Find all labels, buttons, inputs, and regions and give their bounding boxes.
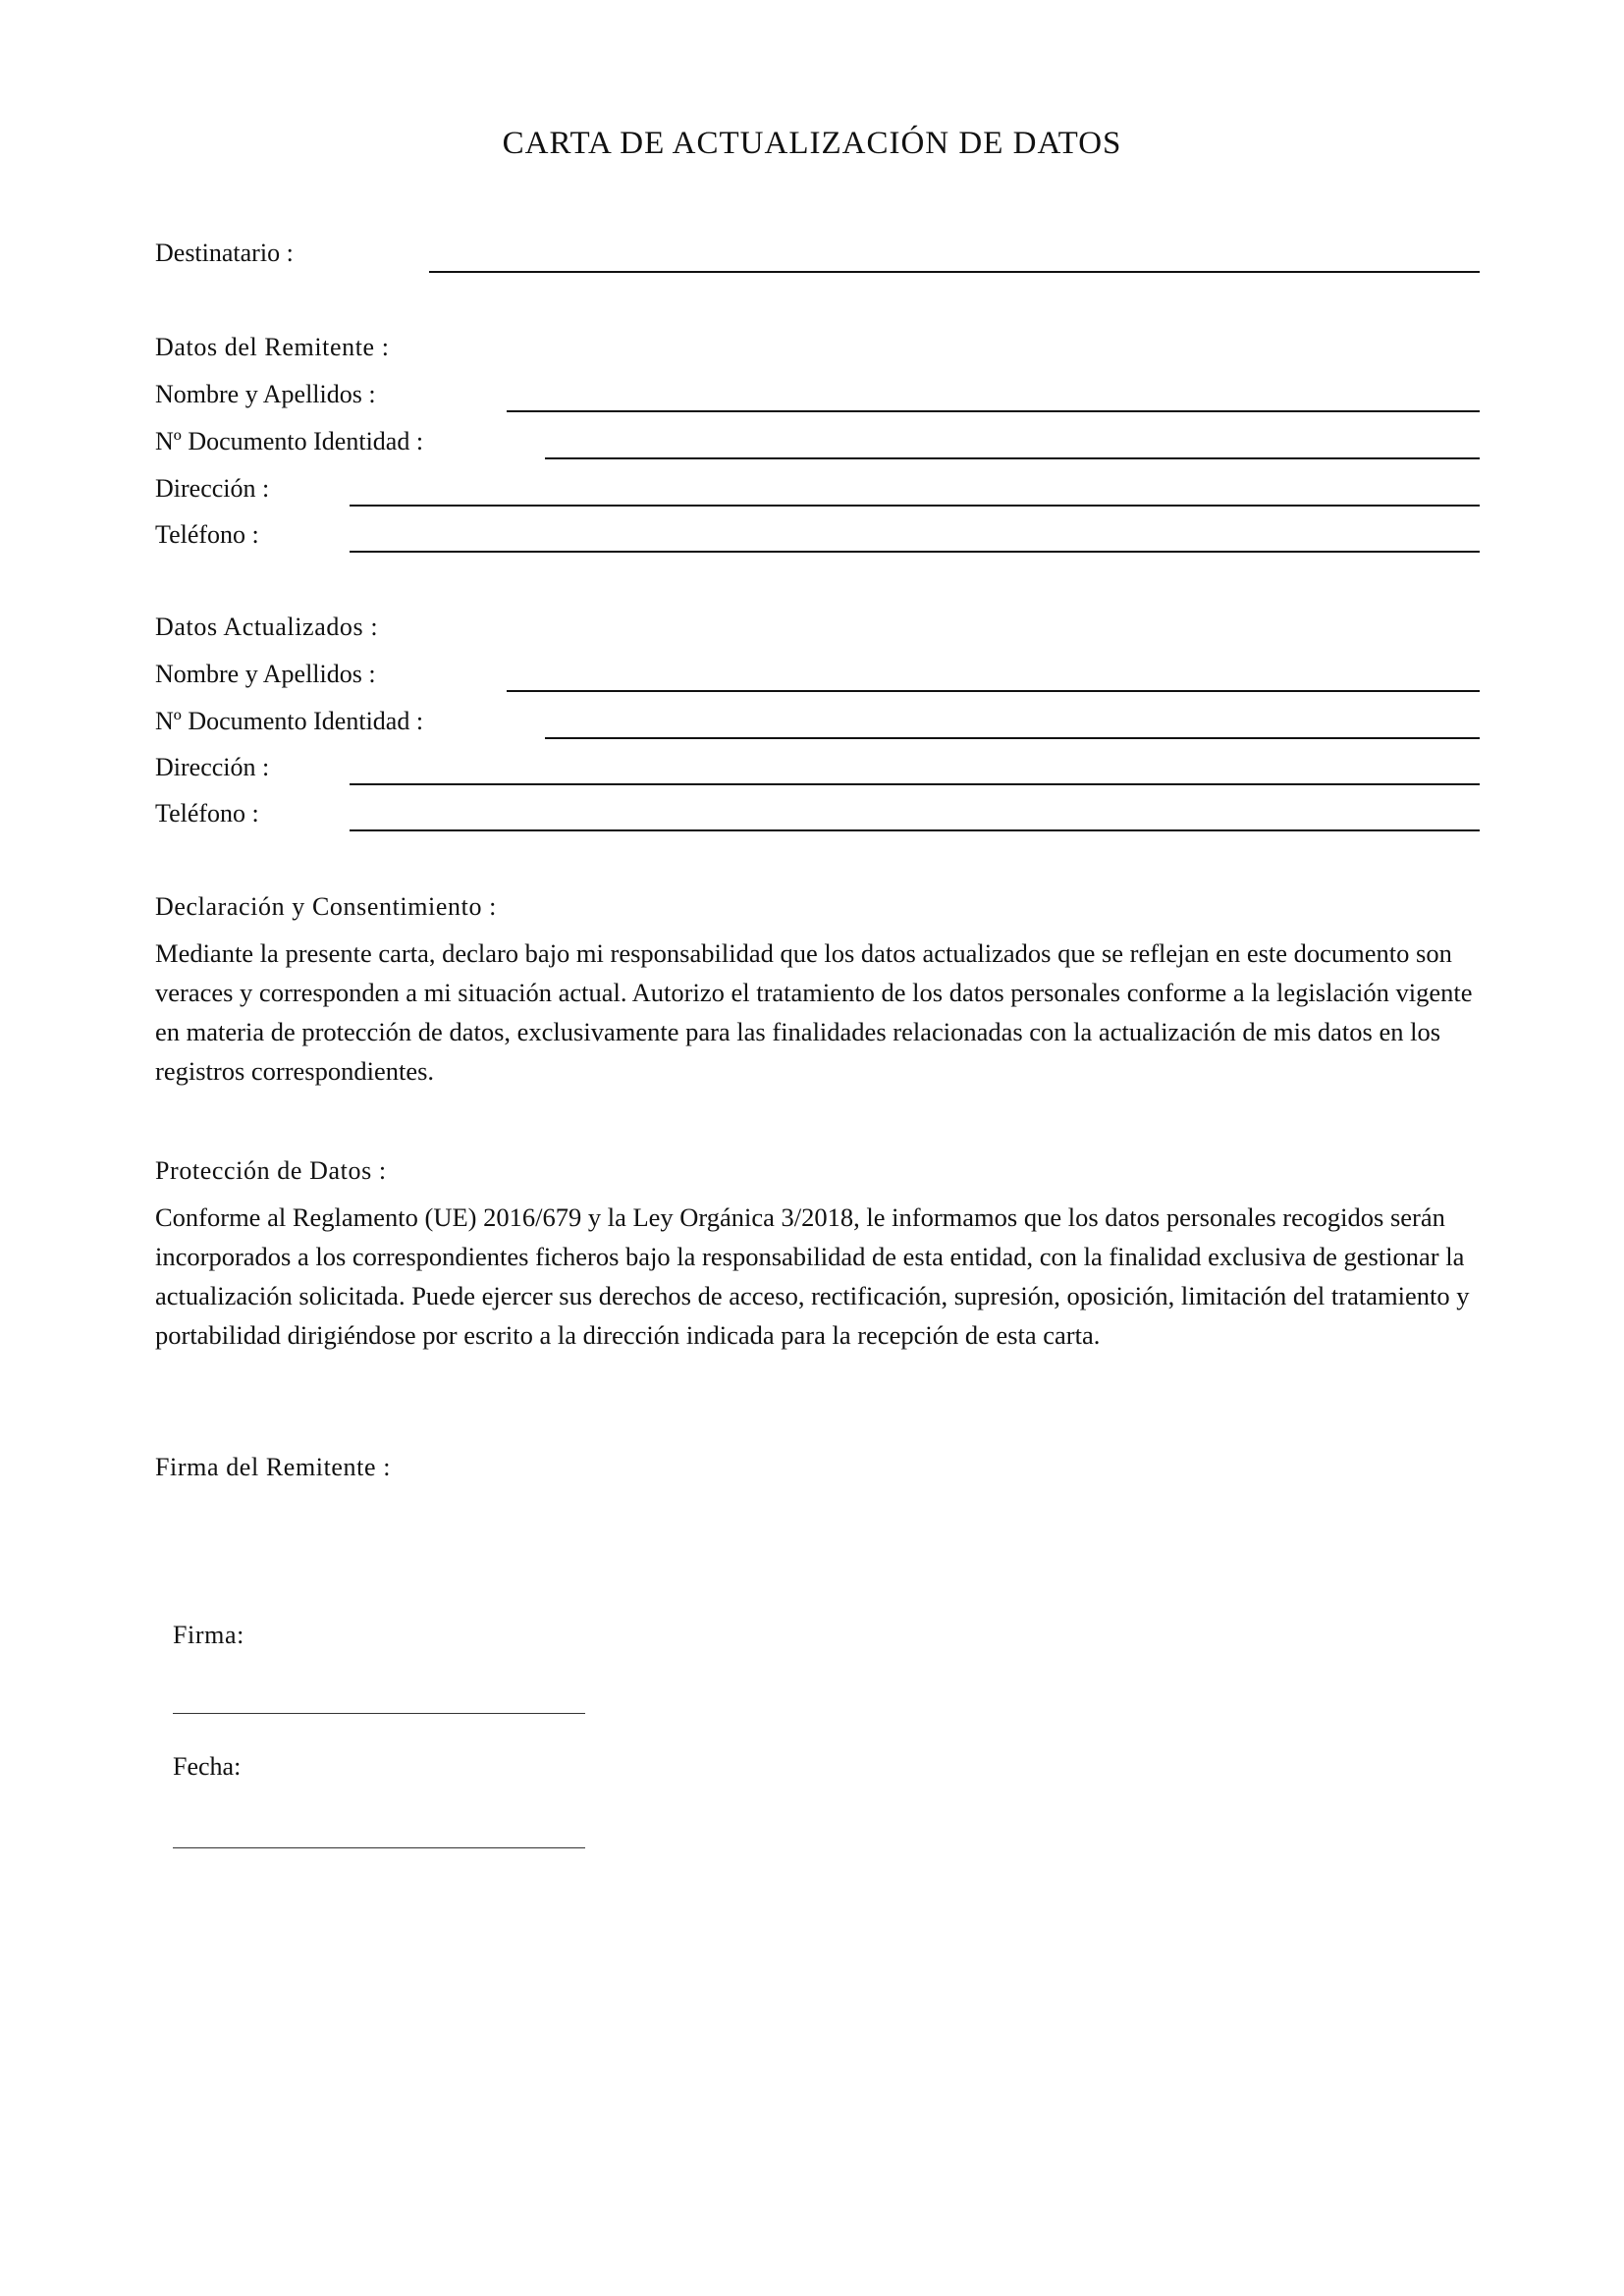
- updated-address-field[interactable]: [350, 783, 1480, 785]
- updated-name-label: Nombre y Apellidos :: [155, 660, 376, 688]
- signature-field[interactable]: [173, 1713, 585, 1714]
- sender-id-field[interactable]: [545, 457, 1480, 459]
- recipient-label: Destinatario :: [155, 239, 294, 267]
- sender-phone-field[interactable]: [350, 551, 1480, 553]
- sender-phone-label: Teléfono :: [155, 520, 259, 549]
- data-protection-text: Conforme al Reglamento (UE) 2016/679 y la Ley Orgánica 3/2018, le informamos que los datos personales recogidos serán incorporados a los correspondientes ficheros bajo la responsabilidad de esta entidad, con la finalidad exclusiva de gestionar la actualización solicitada. Puede ejercer sus derechos de acceso, rectificación, supresión, oposición, limitación del tratamiento y portabilidad dirigiéndose por escrito a la dirección indicada para la recepción de esta carta.: [155, 1202, 1470, 1350]
- data-protection-section-title: Protección de Datos :: [155, 1156, 387, 1185]
- signature-section-title: Firma del Remitente :: [155, 1453, 392, 1481]
- sender-address-field[interactable]: [350, 505, 1480, 507]
- sender-address-label: Dirección :: [155, 474, 270, 503]
- updated-id-label: Nº Documento Identidad :: [155, 707, 424, 735]
- recipient-field[interactable]: [429, 271, 1480, 273]
- declaration-section-title: Declaración y Consentimiento :: [155, 892, 497, 921]
- date-label: Fecha:: [173, 1752, 242, 1781]
- sender-section-title: Datos del Remitente :: [155, 333, 390, 361]
- updated-address-label: Dirección :: [155, 753, 270, 781]
- date-field[interactable]: [173, 1847, 585, 1848]
- sender-name-label: Nombre y Apellidos :: [155, 380, 376, 408]
- updated-section-title: Datos Actualizados :: [155, 613, 379, 641]
- declaration-text: Mediante la presente carta, declaro bajo mi responsabilidad que los datos actualizados que se reflejan en este documento son veraces y corresponden a mi situación actual. Autorizo el tratamiento de los datos personales conforme a la legislación vigente en materia de protección de datos, exclusivamente para las finalidades relacionadas con la actualización de mis datos en los registros correspondientes.: [155, 938, 1473, 1086]
- sender-id-label: Nº Documento Identidad :: [155, 427, 424, 455]
- updated-id-field[interactable]: [545, 737, 1480, 739]
- signature-label: Firma:: [173, 1621, 244, 1649]
- updated-phone-field[interactable]: [350, 829, 1480, 831]
- sender-name-field[interactable]: [507, 410, 1480, 412]
- updated-phone-label: Teléfono :: [155, 799, 259, 828]
- updated-name-field[interactable]: [507, 690, 1480, 692]
- page-title: CARTA DE ACTUALIZACIÓN DE DATOS: [502, 126, 1122, 161]
